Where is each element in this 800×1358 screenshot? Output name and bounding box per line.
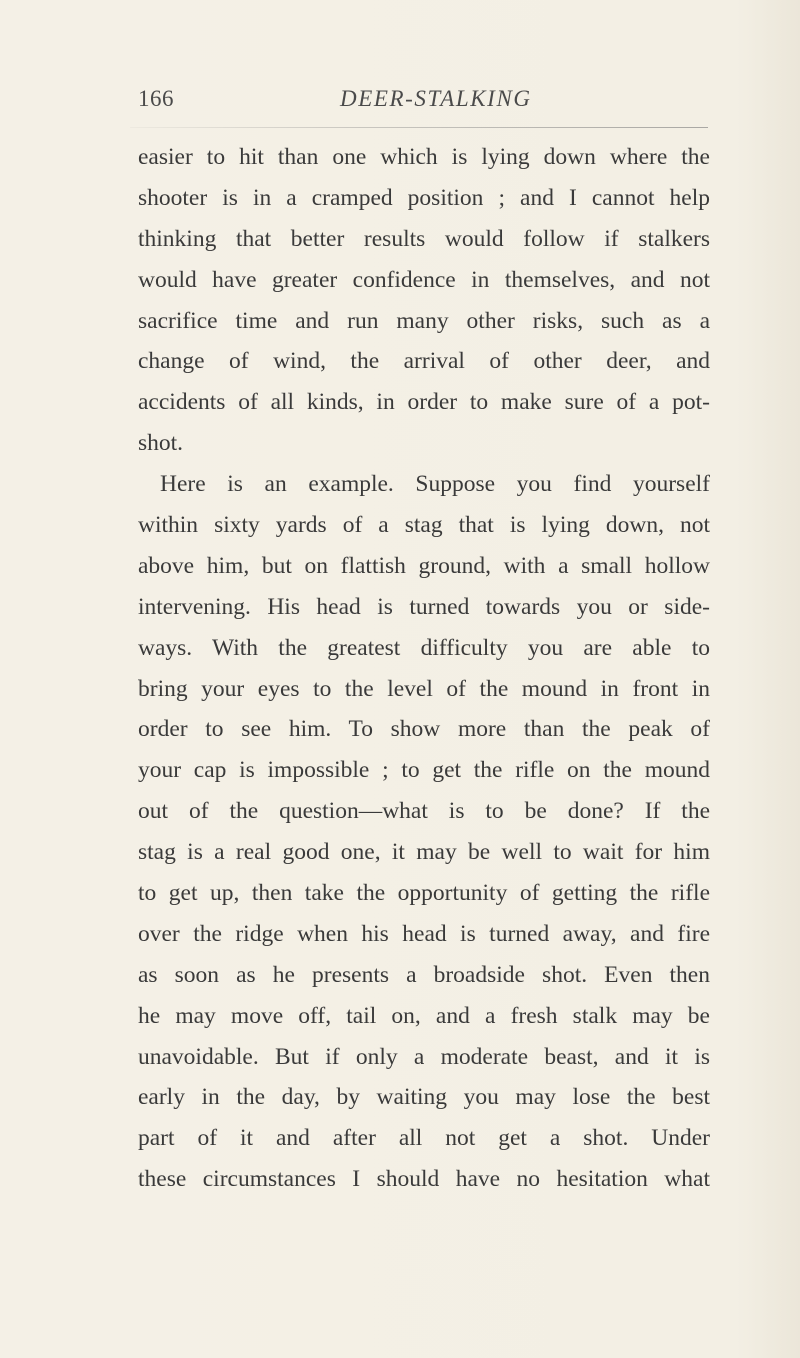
text-line: these circumstances I should have no hesitation what	[138, 1166, 710, 1193]
text-line: out of the question—what is to be done? If the	[138, 798, 710, 825]
text-line: thinking that better results would follow if stalkers	[138, 225, 710, 252]
text-line: order to see him. To show more than the peak of	[138, 716, 710, 743]
text-line: your cap is impossible ; to get the rifle on the mound	[138, 757, 710, 784]
running-title: DEER-STALKING	[340, 86, 532, 111]
text-line: easier to hit than one which is lying down where the	[138, 144, 710, 170]
text-line: sacrifice time and run many other risks, such as a	[138, 307, 710, 334]
text-line: as soon as he presents a broadside shot. Even then	[138, 961, 710, 988]
text-line: bring your eyes to the level of the mound in front in	[138, 675, 710, 702]
running-head	[138, 86, 708, 116]
text-line: within sixty yards of a stag that is lying down, not	[138, 512, 710, 539]
text-line: intervening. His head is turned towards you or side-	[138, 593, 710, 620]
text-line: unavoidable. But if only a moderate beast, and it is	[138, 1043, 710, 1070]
body-text	[138, 137, 710, 1200]
header-rule	[130, 127, 708, 128]
text-line: stag is a real good one, it may be well to wait for him	[138, 839, 710, 866]
text-line: change of wind, the arrival of other deer, and	[138, 348, 710, 375]
text-line: to get up, then take the opportunity of getting the rifle	[138, 880, 710, 907]
text-line: accidents of all kinds, in order to make sure of a pot-	[138, 389, 710, 416]
text-line: Here is an example. Suppose you find yourself	[160, 471, 710, 498]
text-line: shot.	[138, 430, 184, 457]
text-line: shooter is in a cramped position ; and I cannot help	[138, 184, 710, 211]
text-line: he may move off, tail on, and a fresh stalk may be	[138, 1002, 710, 1029]
text-line: part of it and after all not get a shot. Under	[138, 1125, 710, 1152]
text-line: ways. With the greatest difficulty you are able to	[138, 634, 710, 661]
text-line: above him, but on flattish ground, with a small hollow	[138, 552, 710, 579]
text-line: over the ridge when his head is turned away, and fire	[138, 920, 710, 947]
text-line: would have greater confidence in themselves, and not	[138, 266, 710, 293]
page-number: 166	[138, 86, 174, 111]
text-line: early in the day, by waiting you may lose the best	[138, 1084, 710, 1111]
